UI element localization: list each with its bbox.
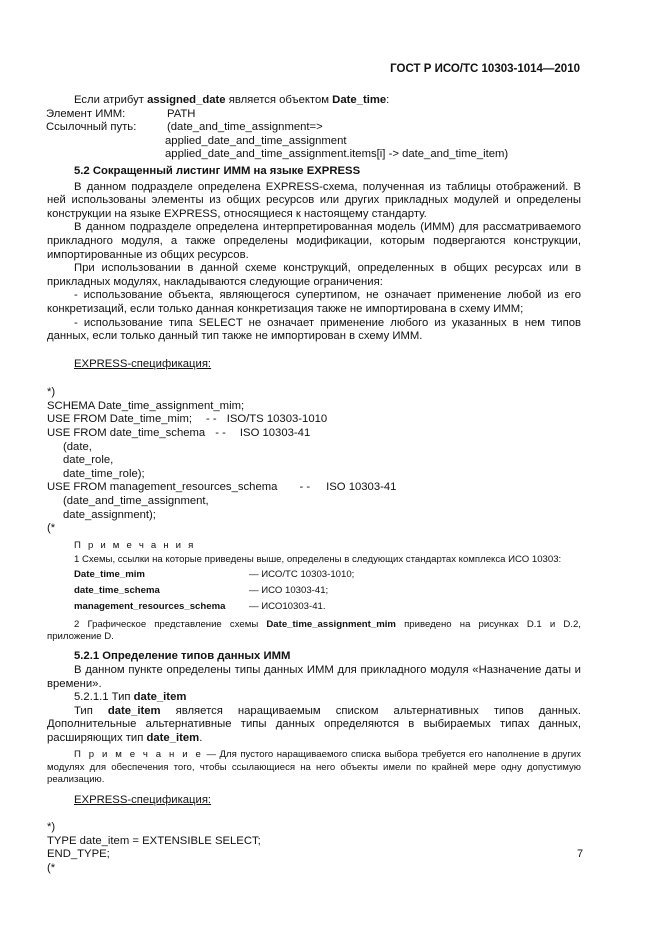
- code-use-3-sep: - -: [299, 481, 311, 494]
- note-2: [47, 619, 581, 644]
- express-code-block-2: [47, 821, 584, 875]
- code-close: (*: [47, 522, 56, 535]
- note-ref-row: [47, 583, 581, 599]
- code-use-2-item: date_time_role);: [63, 467, 145, 480]
- note-ref-row: [47, 567, 581, 583]
- section-5-2-title: 5.2 Сокращенный листинг ИММ на языке EXPRESS: [74, 164, 361, 177]
- note-ref-name: date_time_schema: [74, 584, 160, 596]
- ref-path-line-3: applied_date_and_time_assignment.items[i] -> date_and_time_item): [165, 148, 509, 161]
- code-use-2-item: date_role,: [63, 454, 114, 467]
- date-item-note: [47, 749, 581, 786]
- code-use-3: [47, 481, 581, 495]
- element-value: PATH: [167, 107, 196, 120]
- code-line: *): [47, 821, 56, 834]
- section-5-2-1-title: 5.2.1 Определение типов данных ИММ: [74, 650, 291, 663]
- note-ref-name: Date_time_mim: [74, 568, 145, 580]
- element-label: Элемент ИММ:: [46, 107, 126, 120]
- ref-path-line-1: (date_and_time_assignment=>: [167, 121, 323, 134]
- note-ref-std: — ИСО10303-41.: [249, 601, 326, 613]
- restriction-bullet-1: - использование объекта, являющегося супертипом, не означает применение любой из его конкретизаций, если только данная конкретизация также не импортирована в схему ИММ;: [47, 289, 581, 315]
- code-line: END_TYPE;: [47, 848, 110, 861]
- desc-type-name-2: date_item: [146, 731, 200, 744]
- express-spec-label: EXPRESS-спецификация:: [74, 357, 212, 370]
- code-line: TYPE date_item = EXTENSIBLE SELECT;: [47, 834, 261, 847]
- subsection-type-name: date_item: [133, 691, 187, 704]
- note-2-text: 2 Графическое представление схемы: [74, 618, 267, 630]
- code-use-3-std: ISO 10303-41: [326, 481, 397, 494]
- desc-type-name: date_item: [107, 704, 161, 717]
- desc-text-mid: является наращиваемым списком альтернативных типов данных. Дополнительные альтернативные типы данных определяются в выбираемых типах данных, расширяющих тип: [47, 704, 581, 744]
- code-use-2-sep: - -: [215, 427, 226, 440]
- note-ref-std: — ИСО/ТС 10303-1010;: [249, 568, 355, 580]
- element-row: [46, 108, 581, 122]
- intro-text: Если атрибут: [74, 94, 148, 106]
- note-2-schema: Date_time_assignment_mim: [266, 618, 396, 630]
- page-body: [46, 94, 584, 876]
- code-use-1-from: USE FROM Date_time_mim;: [47, 413, 193, 426]
- express-spec-label-2: EXPRESS-спецификация:: [74, 793, 212, 806]
- page-number: 7: [577, 848, 584, 860]
- code-open: *): [47, 386, 56, 399]
- section-5-2-1-para: В данном пункте определены типы данных ИММ для прикладного модуля «Назначение даты и времени».: [47, 663, 581, 690]
- intro-line: [47, 94, 581, 108]
- intro-colon: :: [386, 94, 390, 106]
- restriction-bullet-2: - использование типа SELECT не означает применение любого из указанных в нем типов данных, если только данный тип также не импортирован в схему ИММ.: [47, 316, 581, 343]
- code-use-2-from: USE FROM date_time_schema: [47, 427, 206, 440]
- intro-object: Date_time: [332, 94, 387, 106]
- note-ref-name: management_resources_schema: [74, 601, 226, 613]
- note-ref-row: [47, 599, 581, 615]
- code-use-2-std: ISO 10303-41: [239, 427, 311, 440]
- ref-path-line-2: applied_date_and_time_assignment: [165, 134, 347, 147]
- code-use-1: [47, 413, 581, 427]
- code-line: (*: [47, 862, 56, 875]
- ref-path-label: Ссылочный путь:: [46, 121, 137, 134]
- date-item-description: [47, 705, 581, 746]
- code-use-1-sep: - -: [206, 413, 217, 426]
- note-ref-std: — ИСО 10303-41;: [249, 584, 329, 596]
- code-use-3-item: date_assignment);: [63, 508, 156, 521]
- section-5-2-para-3: При использовании в данной схеме конструкций, определенных в общих ресурсах или в прикладных модулях, накладываются следующие ограничения:: [47, 262, 581, 288]
- section-5-2-para-2: В данном подразделе определена интерпретированная модель (ИММ) для рассматриваемого прикладного модуля, а также определены модификации, которым подвергаются конструкции, импортированные из общих ресурсов.: [47, 221, 581, 261]
- code-use-3-item: (date_and_time_assignment,: [63, 495, 209, 508]
- note-1: 1 Схемы, ссылки на которые приведены выше, определены в следующих стандартах комплекса ИСО 10303:: [74, 554, 562, 566]
- notes-title: П р и м е ч а н и я: [74, 539, 196, 551]
- code-use-1-std: ISO/TS 10303-1010: [226, 413, 328, 426]
- intro-attribute: assigned_date: [147, 94, 226, 106]
- subsection-number: 5.2.1.1 Тип: [74, 691, 134, 704]
- note-title: П р и м е ч а н и е: [74, 749, 203, 761]
- desc-text: Тип: [74, 704, 108, 717]
- section-5-2-para-1: В данном подразделе определена EXPRESS-схема, полученная из таблицы отображений. В ней использованы элементы из общих ресурсов или других прикладных модулей и определены конструкции на языке EXPRESS, относящиеся к настоящему стандарту.: [47, 180, 581, 220]
- subsection-5-2-1-1-title: [47, 691, 581, 705]
- code-schema: SCHEMA Date_time_assignment_mim;: [47, 399, 245, 412]
- note-text: — Для пустого наращиваемого списка выбора требуется его наполнение в других модулях для обеспечения того, чтобы ссылающиеся на него объекты имели по крайней мере одну допустимую реализацию.: [47, 749, 582, 786]
- note-2-text-end: приведено на рисунках D.1 и D.2, приложение D.: [47, 618, 581, 642]
- express-code-block: [47, 386, 581, 536]
- intro-text-mid: является объектом: [225, 94, 333, 106]
- ref-path-row: [46, 121, 581, 135]
- code-use-3-from: USE FROM management_resources_schema: [47, 481, 278, 494]
- desc-text-end: .: [199, 731, 203, 744]
- code-use-2-item: (date,: [63, 440, 92, 453]
- code-use-2: [47, 427, 581, 441]
- standard-header: ГОСТ Р ИСО/ТС 10303-1014—2010: [390, 63, 580, 75]
